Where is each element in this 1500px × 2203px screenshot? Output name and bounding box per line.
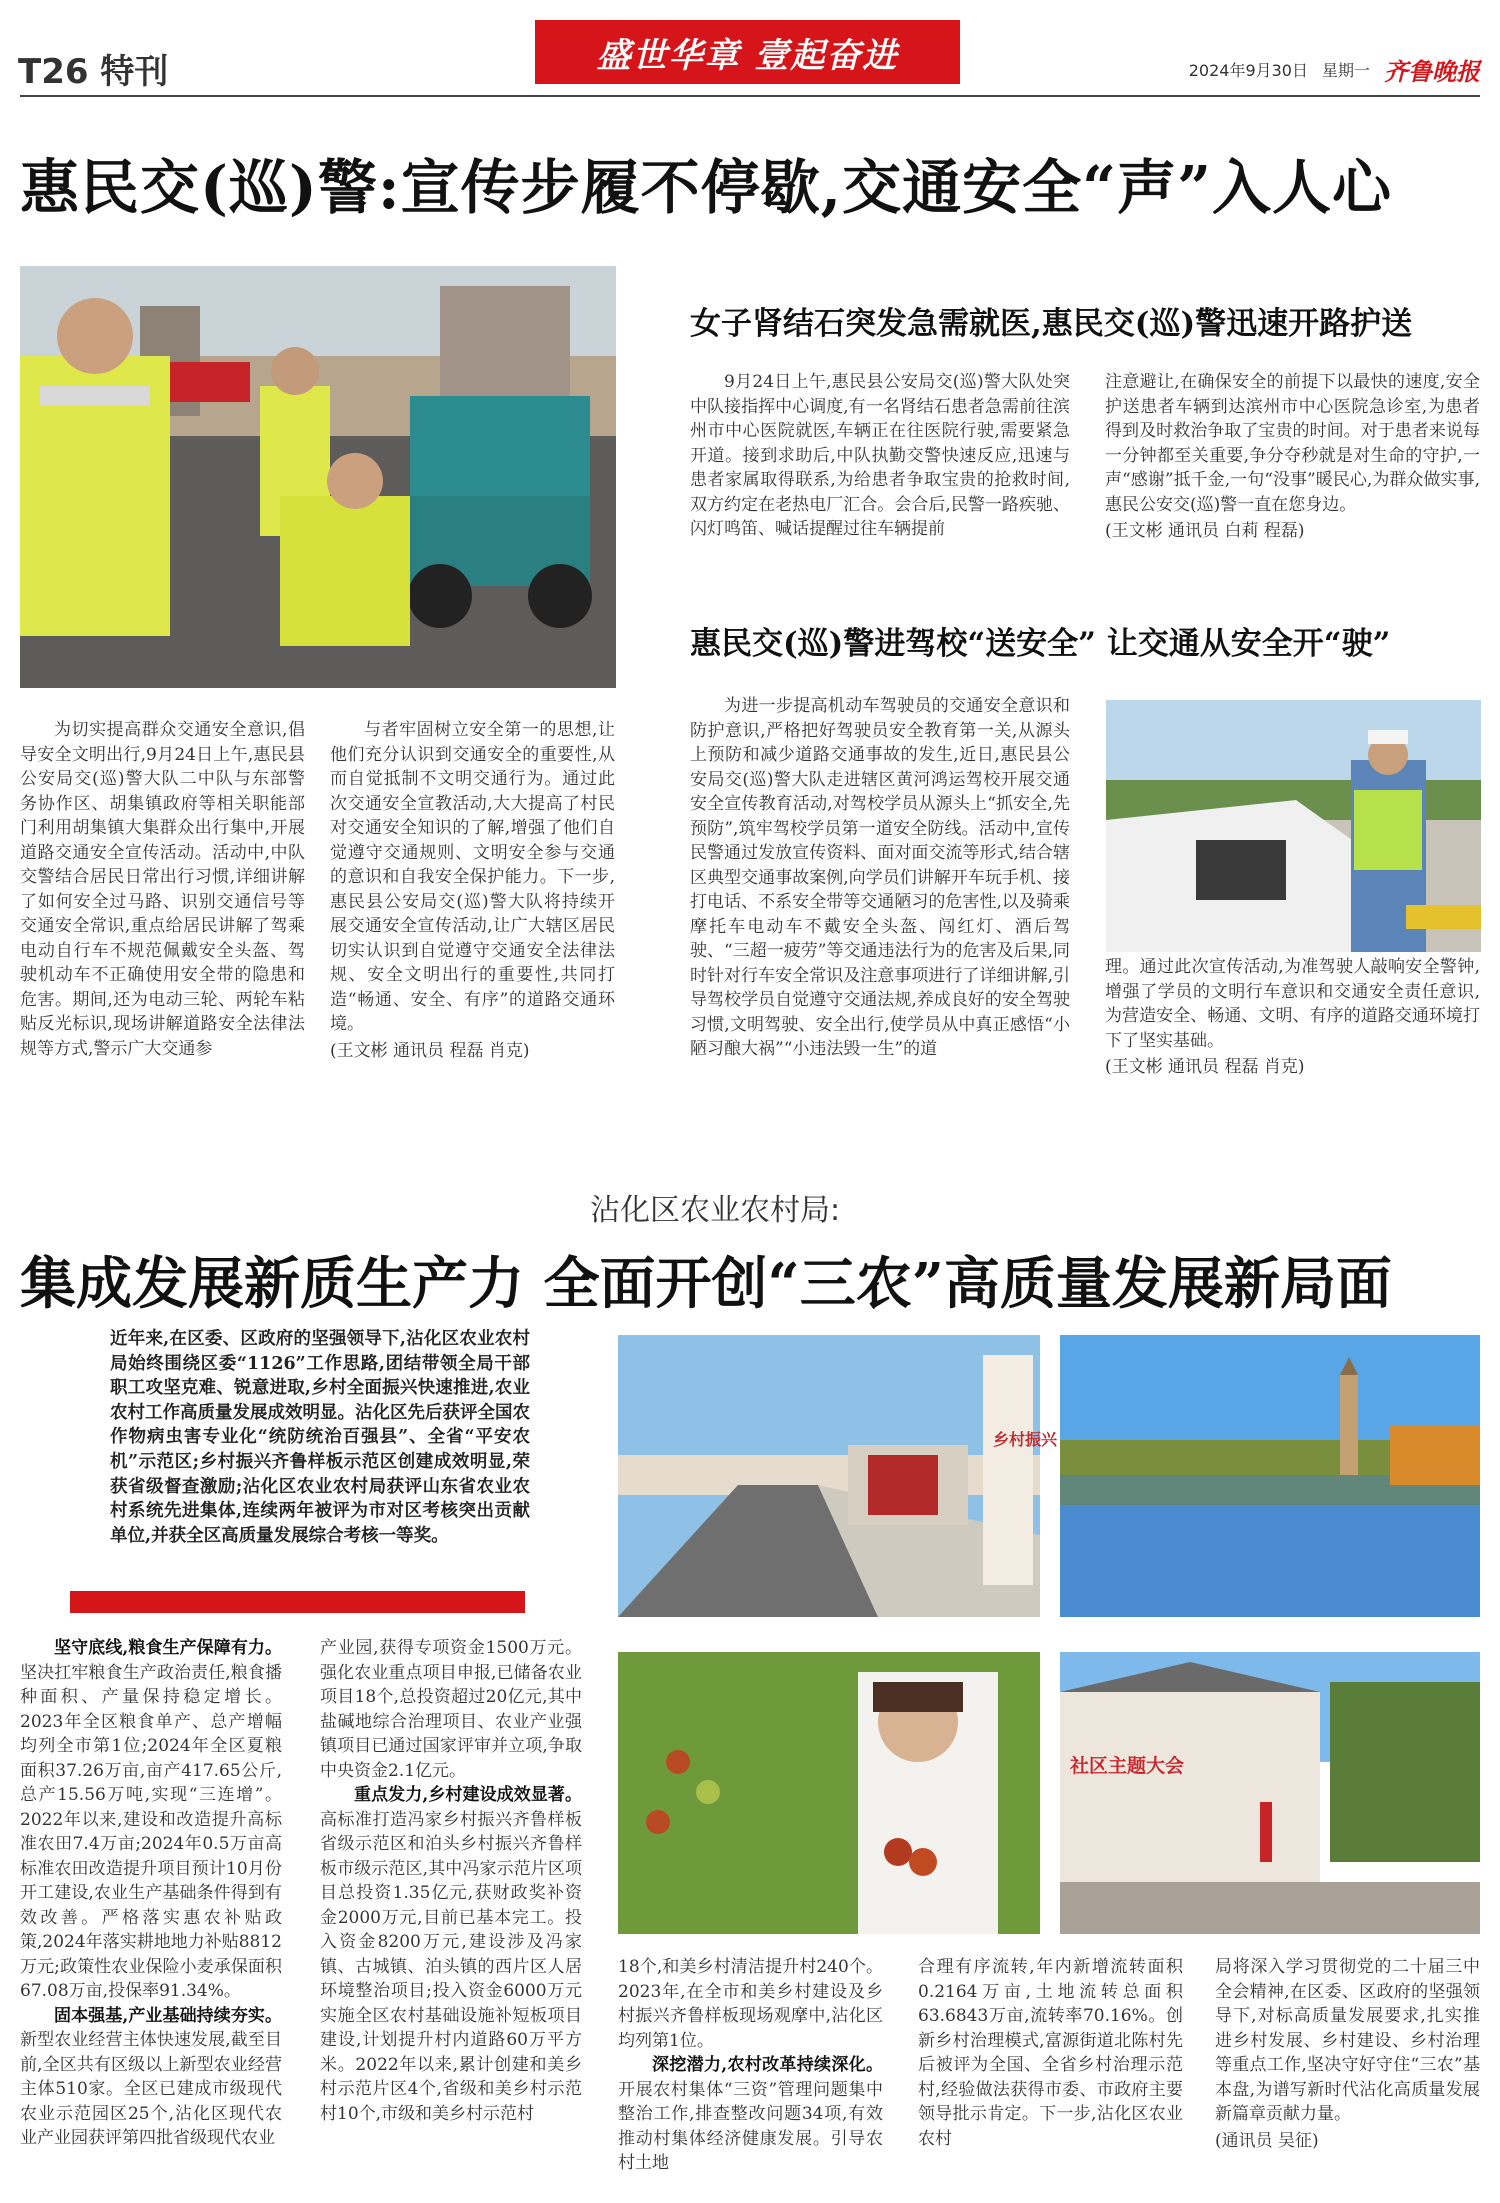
issue-date: 2024年9月30日 [1188,61,1308,80]
article4-col1: 坚守底线,粮食生产保障有力。坚决扛牢粮食生产政治责任,粮食播种面积、产量保持稳定增长。2023年全区粮食单产、总产增幅均列全市第1位;2024年全区夏粮面积37.26万亩,亩产417.65公斤,总产15.56万吨,实现“三连增”。2022年以来,建设和改造提升高标准农田7.4万亩;2024年0.5万亩高标准农田改造提升项目预计10月份开工建设,农业生产基础条件得到有效改善。严格落实惠农补贴政策,2024年落实耕地地力补贴8812万元;政策性农业保险小麦承保面积67.08万亩,投保率91.34%。 固本强基,产业基础持续夯实。新型农业经营主体快速发展,截至目前,全区共有区级以上新型农业经营主体510家。全区已建成市级现代农业示范园区25个,沾化区现代农业产业园获评第四批省级现代农业 [20,1638,282,2148]
masthead-info [1189,52,1480,87]
article2-byline: (王文彬 通讯员 白莉 程磊) [1105,521,1305,541]
article1-byline: (王文彬 通讯员 程磊 肖克) [330,1040,530,1061]
photo-wall-text: 社区主题大会 [1070,1755,1185,1777]
article2-headline: 女子肾结石突发急需就医,惠民交(巡)警迅速开路护送 [690,306,1413,342]
article4-col4: 合理有序流转,年内新增流转面积0.2164万亩,土地流转总面积63.6843万亩,流转率70.16%。创新乡村治理模式,富源街道北陈村先后被评为全国、全省乡村治理示范村,经验做法获得市委、市政府主要领导批示肯定。下一步,沾化区农业农村 [918,1957,1183,2149]
article3-byline: (王文彬 通讯员 程磊 肖克) [1105,1057,1305,1077]
article4-col2: 产业园,获得专项资金1500万元。强化农业重点项目申报,已储备农业项目18个,总投资超过20亿元,其中盐碱地综合治理项目、农业产业强镇项目已通过国家评审并立项,争取中央资金2.1亿元。 重点发力,乡村建设成效显著。高标准打造冯家乡村振兴齐鲁样板省级示范区和泊头乡村振兴齐鲁样板市级示范区,其中冯家示范片区项目总投资1.35亿元,获财政奖补资金2000万元,目前已基本完工。投入资金8200万元,建设涉及冯家镇、古城镇、泊头镇的西片区人居环境整治项目;投入资金6000万元实施全区农村基础设施补短板项目建设,计划提升村内道路60万平方米。2022年以来,累计创建和美乡村示范片区4个,省级和美乡村示范村10个,市级和美乡村示范村 [320,1638,582,2124]
photo-village-wall [1060,1652,1480,1934]
photo-rural-road [618,1335,1058,1617]
photo-lake-pagoda [1060,1335,1480,1617]
article4-headline: 集成发展新质生产力 全面开创“三农”高质量发展新局面 [20,1251,1392,1317]
article4-col3: 18个,和美乡村清洁提升村240个。2023年,在全市和美乡村建设及乡村振兴齐鲁样板现场观摩中,沾化区均列第1位。 深挖潜力,农村改革持续深化。开展农村集体“三资”管理问题集中整治工作,排查整改问题34项,有效推动村集体经济健康发展。引导农村土地 [618,1957,883,2173]
masthead-banner: 盛世华章 壹起奋进 [535,20,960,84]
article1-col2: 与者牢固树立安全第一的思想,让他们充分认识到交通安全的重要性,从而自觉抵制不文明交通行为。通过此次交通安全宣教活动,大大提高了村民对交通安全知识的了解,增强了他们自觉遵守交通规则、文明安全参与交通的意识和自我安全保护能力。下一步,惠民县公安局交(巡)警大队将持续开展交通安全宣传活动,让广大辖区居民切实认识到自觉遵守交通安全法律法规、安全文明出行的重要性,共同打造“畅通、安全、有序”的道路交通环境。 (王文彬 通讯员 程磊 肖克) [330,718,615,1063]
article1-headline: 惠民交(巡)警:宣传步履不停歇,交通安全“声”入人心 [20,153,1393,222]
article2-col2: 注意避让,在确保安全的前提下以最快的速度,安全护送患者车辆到达滨州市中心医院急诊室,为患者得到及时救治争取了宝贵的时间。对于患者来说每一分钟都至关重要,争分夺秒就是对生命的守护,一声“感谢”抵千金,一句“没事”暖民心,为群众做实事,惠民公安交(巡)警一直在您身边。 (王文彬 通讯员 白莉 程磊) [1105,370,1480,544]
issue-weekday: 星期一 [1321,61,1370,80]
photo-sign-text: 乡村振兴 [993,1430,1058,1449]
photo-traffic-police-street [20,266,616,688]
photo-woman-picking-dates [618,1652,1040,1934]
page-number: T26 特刊 [18,52,169,92]
paper-logo: 齐鲁晚报 [1384,58,1480,86]
article2-col1: 9月24日上午,惠民县公安局交(巡)警大队处突中队接指挥中心调度,有一名肾结石患者急需前往滨州市中心医院就医,车辆正在往医院行驶,需要紧急开道。接到求助后,中队执勤交警快速反应,迅速与患者家属取得联系,为给患者争取宝贵的抢救时间,双方约定在老热电厂汇合。会合后,民警一路疾驰、闪灯鸣笛、喊话提醒过往车辆提前 [690,372,1070,539]
article1-col1: 为切实提高群众交通安全意识,倡导安全文明出行,9月24日上午,惠民县公安局交(巡)警大队二中队与东部警务协作区、胡集镇政府等相关职能部门利用胡集镇大集群众出行集中,开展道路交通安全宣传活动。活动中,中队交警结合居民日常出行习惯,详细讲解了如何安全过马路、识别交通信号等交通安全常识,重点给居民讲解了驾乘电动自行车不规范佩戴安全头盔、驾驶机动车不正确使用安全带的隐患和危害。期间,还为电动三轮、两轮车粘贴反光标识,现场讲解道路安全法律法规等方式,警示广大交通参 [20,720,305,1059]
article4-kicker: 沾化区农业农村局: [590,1193,841,1228]
article3-headline: 惠民交(巡)警进驾校“送安全” 让交通从安全开“驶” [690,626,1391,662]
red-divider-bar [70,1591,525,1613]
photo-police-driving-school [1106,700,1481,952]
article3-col1: 为进一步提高机动车驾驶员的交通安全意识和防护意识,严格把好驾驶员安全教育第一关,从源头上预防和减少道路交通事故的发生,近日,惠民县公安局交(巡)警大队走进辖区黄河鸿运驾校开展交通安全宣传教育活动,对驾校学员从源头上“抓安全,先预防”,筑牢驾校学员第一道安全防线。活动中,宣传民警通过发放宣传资料、面对面交流等形式,结合辖区典型交通事故案例,向学员们讲解开车玩手机、接打电话、不系安全带等交通陋习的危害性,以及骑乘摩托车电动车不戴安全头盔、闯红灯、酒后驾驶、“三超一疲劳”等交通违法行为的危害及后果,同时针对行车安全常识及注意事项进行了详细讲解,引导驾校学员自觉遵守交通法规,养成良好的安全驾驶习惯,文明驾驶、安全出行,使学员从中真正感悟“小陋习酿大祸”“小违法毁一生”的道 [690,696,1070,1059]
masthead-rule [20,95,1480,97]
article4-col5: 局将深入学习贯彻党的二十届三中全会精神,在区委、区政府的坚强领导下,对标高质量发展要求,扎实推进乡村发展、乡村建设、乡村治理等重点工作,坚决守好守住“三农”基本盘,为谱写新时代沾化高质量发展新篇章贡献力量。 (通讯员 吴征) [1215,1955,1480,2153]
article4-lead: 近年来,在区委、区政府的坚强领导下,沾化区农业农村局始终围绕区委“1126”工作思路,团结带领全局干部职工攻坚克难、锐意进取,乡村全面振兴快速推进,农业农村工作高质量发展成效明显。沾化区先后获评全国农作物病虫害专业化“统防统治百强县”、全省“平安农机”示范区;乡村振兴齐鲁样板示范区创建成效明显,荣获省级督查激励;沾化区农业农村局获评山东省农业农村系统先进集体,连续两年被评为市对区考核突出贡献单位,并获全区高质量发展综合考核一等奖。 [110,1329,530,1546]
article4-byline: (通讯员 吴征) [1215,2130,1319,2151]
article3-col2: 理。通过此次宣传活动,为准驾驶人敲响安全警钟,增强了学员的文明行车意识和交通安全责任意识,为营造安全、畅通、文明、有序的道路交通环境打下了坚实基础。 (王文彬 通讯员 程磊 肖克) [1105,955,1480,1080]
